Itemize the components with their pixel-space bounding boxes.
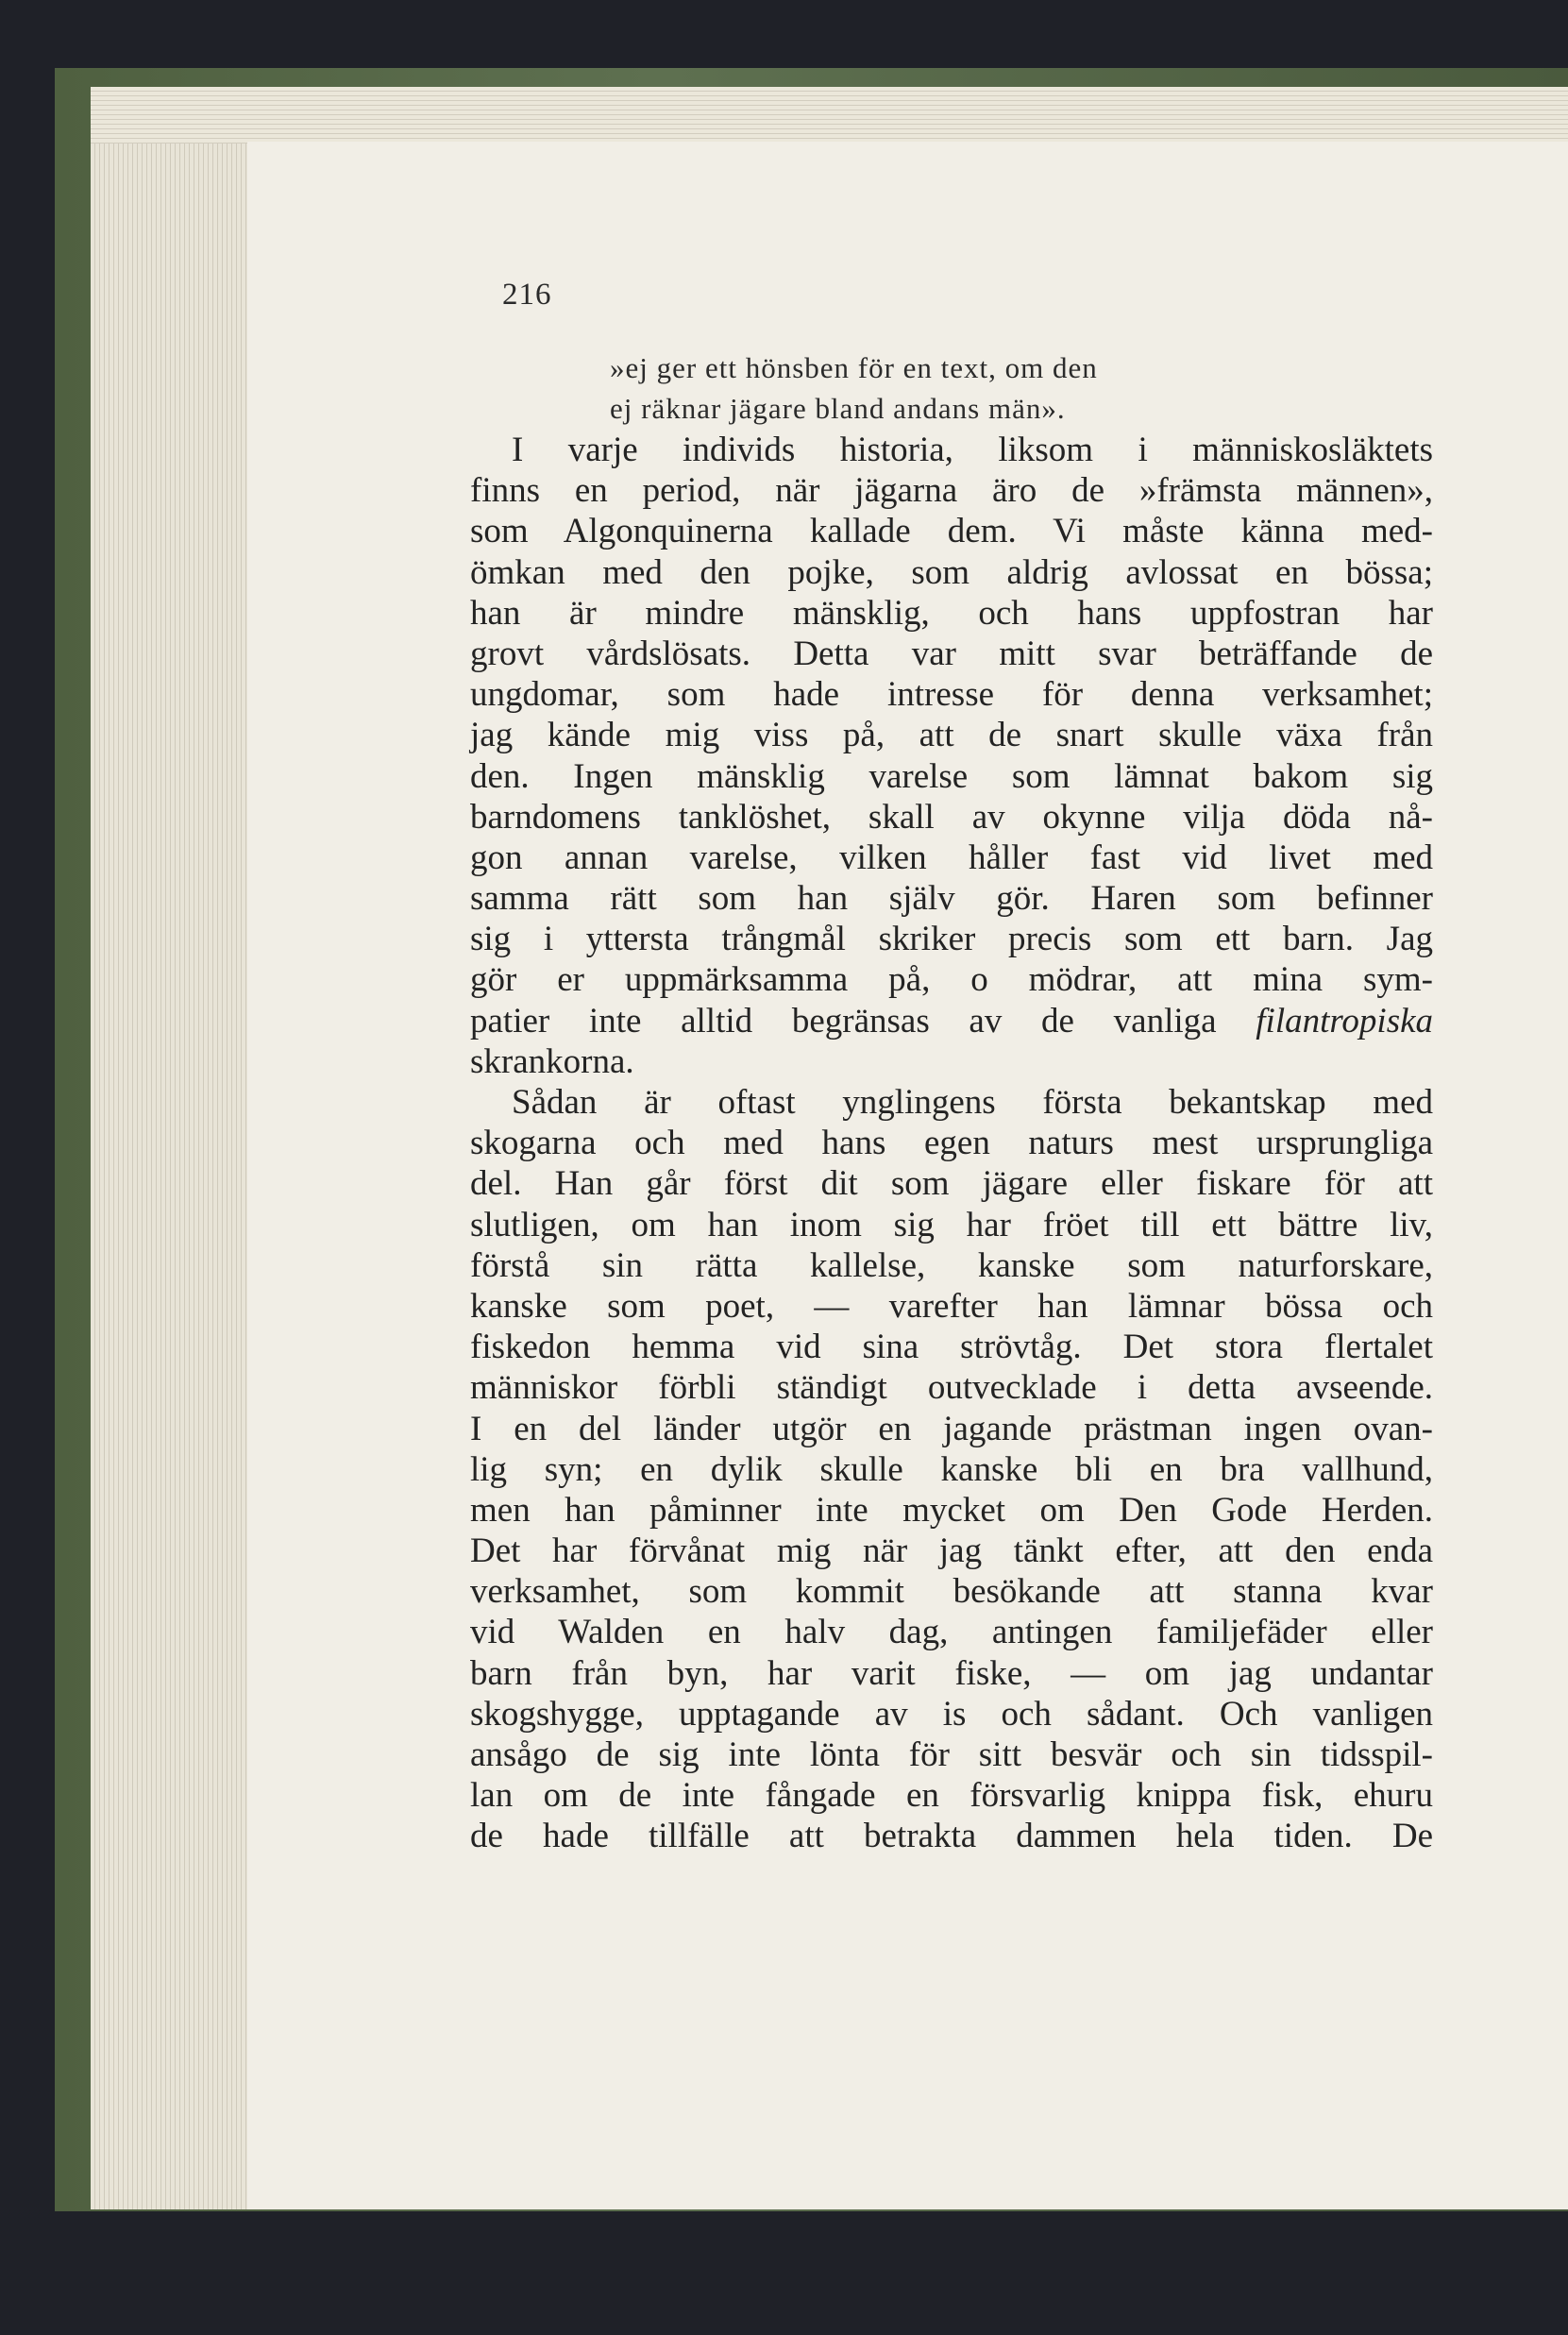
text-line xyxy=(470,634,1433,674)
text-line xyxy=(470,1490,1433,1531)
text-line xyxy=(470,1123,1433,1163)
verse-line: »ej ger ett hönsben för en text, om den xyxy=(610,351,1098,384)
top-page-edges xyxy=(91,87,1568,144)
text-line-content: men han påminner inte mycket om Den Gode Herden. xyxy=(470,1490,1433,1530)
text-line-content: lan om de inte fångade en försvarlig knippa fisk, ehuru xyxy=(470,1776,1433,1816)
text-line-content: skogarna och med hans egen naturs mest ursprungliga xyxy=(470,1124,1433,1163)
text-line-content: vid Walden en halv dag, antingen familjefäder eller xyxy=(470,1613,1433,1652)
text-line xyxy=(470,1653,1433,1694)
text-line-content: gör er uppmärksamma på, o mödrar, att mina sym- xyxy=(470,960,1433,1000)
text-line-content: de hade tillfälle att betrakta dammen hela tiden. De xyxy=(470,1817,1433,1856)
text-line-content: jag kände mig viss på, att de snart skulle växa från xyxy=(470,716,1433,755)
text-line-content: I varje individs historia, liksom i människosläktets xyxy=(512,431,1433,469)
text-line-content: skrankorna. xyxy=(470,1041,634,1081)
text-line xyxy=(470,1082,1433,1123)
text-line-content: människor förbli ständigt outvecklade i detta avseende. xyxy=(470,1368,1433,1408)
text-line-content: verksamhet, som kommit besökande att stanna kvar xyxy=(470,1572,1433,1612)
text-line xyxy=(470,1612,1433,1652)
verse-line: ej räknar jägare bland andans män». xyxy=(610,392,1066,425)
text-line xyxy=(470,1001,1433,1041)
text-line-content: samma rätt som han själv gör. Haren som befinner xyxy=(470,879,1433,919)
text-line-content: kanske som poet, — varefter han lämnar bössa och xyxy=(470,1286,1433,1326)
text-line-content: I en del länder utgör en jagande prästman ingen ovan- xyxy=(470,1409,1433,1448)
text-line xyxy=(470,919,1433,959)
text-line xyxy=(470,511,1433,551)
text-line xyxy=(470,1694,1433,1734)
text-line-content: fiskedon hemma vid sina strövtåg. Det stora flertalet xyxy=(470,1328,1433,1367)
text-line-content: ungdomar, som hade intresse för denna verksamhet; xyxy=(470,675,1433,715)
text-line xyxy=(470,1571,1433,1612)
text-line xyxy=(470,1367,1433,1408)
text-line xyxy=(470,1816,1433,1856)
text-line-content: del. Han går först dit som jägare eller fiskare för att xyxy=(470,1164,1433,1204)
text-line xyxy=(470,1327,1433,1367)
text-line-content: han är mindre mänsklig, och hans uppfostran har xyxy=(470,593,1433,633)
body-text xyxy=(470,430,1433,1857)
text-line xyxy=(470,593,1433,634)
text-line xyxy=(470,552,1433,593)
italic-word: filantropiska xyxy=(1256,1001,1434,1041)
page-edges xyxy=(91,87,251,2209)
text-line xyxy=(470,430,1433,470)
text-line-content: förstå sin rätta kallelse, kanske som naturforskare, xyxy=(470,1245,1433,1285)
text-line xyxy=(470,959,1433,1000)
text-line-content: finns en period, när jägarna äro de »främsta männen», xyxy=(470,471,1433,511)
text-line xyxy=(470,470,1433,511)
text-line-content: gon annan varelse, vilken håller fast vid livet med xyxy=(470,838,1433,877)
text-line xyxy=(470,1775,1433,1816)
text-line xyxy=(470,1163,1433,1204)
text-line-content: som Algonquinerna kallade dem. Vi måste känna med- xyxy=(470,512,1433,551)
text-line xyxy=(470,1449,1433,1490)
text-line xyxy=(470,756,1433,797)
text-line-content: grovt vårdslösats. Detta var mitt svar beträffande de xyxy=(470,634,1433,673)
text-line xyxy=(470,715,1433,755)
text-line xyxy=(470,838,1433,878)
text-line-content: barndomens tanklöshet, skall av okynne vilja döda nå- xyxy=(470,797,1433,837)
text-line-content: ansågo de sig inte lönta för sitt besvär och sin tidsspil- xyxy=(470,1735,1433,1774)
text-line xyxy=(470,1734,1433,1775)
text-line xyxy=(470,797,1433,838)
text-line-content: lig syn; en dylik skulle kanske bli en bra vallhund, xyxy=(470,1449,1433,1489)
text-line-content: ömkan med den pojke, som aldrig avlossat en bössa; xyxy=(470,552,1433,592)
text-line-content: patier inte alltid begränsas av de vanliga xyxy=(470,1001,1217,1041)
text-line xyxy=(470,1205,1433,1245)
text-line xyxy=(470,1041,1433,1082)
text-line-content: Sådan är oftast ynglingens första bekantskap med xyxy=(512,1083,1433,1122)
text-line-content: barn från byn, har varit fiske, — om jag undantar xyxy=(470,1653,1433,1693)
text-line xyxy=(470,878,1433,919)
text-line-content: skogshygge, upptagande av is och sådant. Och vanligen xyxy=(470,1694,1433,1734)
text-line xyxy=(470,1409,1433,1449)
verse-quote xyxy=(610,347,1098,429)
text-line xyxy=(470,674,1433,715)
text-line xyxy=(470,1245,1433,1286)
page-number: 216 xyxy=(502,278,552,312)
text-line-content: Det har förvånat mig när jag tänkt efter, att den enda xyxy=(470,1531,1433,1571)
text-line xyxy=(470,1286,1433,1327)
text-line xyxy=(470,1531,1433,1571)
text-line-content: slutligen, om han inom sig har fröet till ett bättre liv, xyxy=(470,1205,1433,1244)
text-line-content: den. Ingen mänsklig varelse som lämnat bakom sig xyxy=(470,756,1433,796)
text-line-content: sig i yttersta trångmål skriker precis som ett barn. Jag xyxy=(470,920,1433,959)
